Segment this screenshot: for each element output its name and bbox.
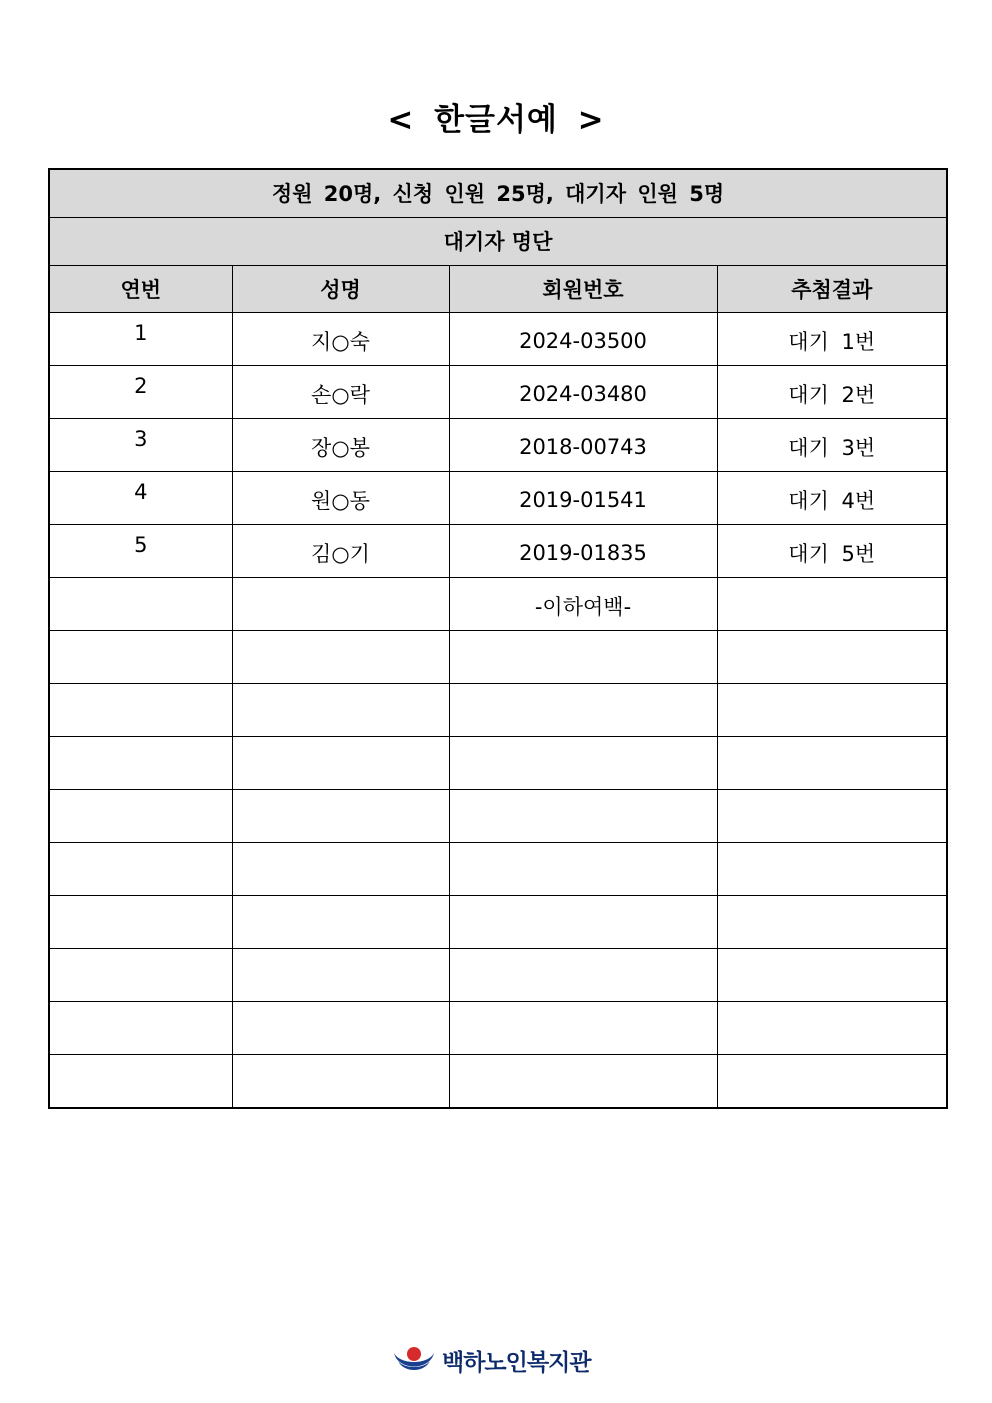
empty-row <box>49 895 947 948</box>
document-title: < 한글서예 > <box>387 102 605 138</box>
row-name: 지○숙 <box>232 312 449 365</box>
empty-row <box>49 1054 947 1108</box>
row-no: 3 <box>49 418 232 471</box>
table-row <box>49 471 947 524</box>
end-marker: -이하여백- <box>449 577 717 630</box>
empty-row <box>49 1001 947 1054</box>
row-member-id: 2024-03500 <box>449 312 717 365</box>
column-header-name: 성명 <box>232 265 449 312</box>
column-header-member-id: 회원번호 <box>449 265 717 312</box>
table-row <box>49 365 947 418</box>
row-no: 4 <box>49 471 232 524</box>
empty-row <box>49 948 947 1001</box>
empty-row <box>49 630 947 683</box>
row-name: 손○락 <box>232 365 449 418</box>
table-row <box>49 524 947 577</box>
row-result: 대기 4번 <box>717 471 947 524</box>
organization-logo <box>392 1340 602 1380</box>
table-row <box>49 418 947 471</box>
empty-row <box>49 789 947 842</box>
row-member-id: 2024-03480 <box>449 365 717 418</box>
row-member-id: 2019-01835 <box>449 524 717 577</box>
row-name: 김○기 <box>232 524 449 577</box>
row-result: 대기 5번 <box>717 524 947 577</box>
waitlist-subtitle: 대기자 명단 <box>49 217 947 265</box>
table-row <box>49 577 947 630</box>
subtitle-row <box>49 217 947 265</box>
empty-row <box>49 842 947 895</box>
empty-row <box>49 683 947 736</box>
table-row <box>49 312 947 365</box>
row-result: 대기 2번 <box>717 365 947 418</box>
row-member-id: 2018-00743 <box>449 418 717 471</box>
column-header-result: 추첨결과 <box>717 265 947 312</box>
row-no: 2 <box>49 365 232 418</box>
column-header-row <box>49 265 947 312</box>
column-header-no: 연번 <box>49 265 232 312</box>
summary-row <box>49 169 947 217</box>
row-name: 장○봉 <box>232 418 449 471</box>
row-name: 원○동 <box>232 471 449 524</box>
sun-emblem-icon <box>392 1343 436 1377</box>
row-result: 대기 1번 <box>717 312 947 365</box>
empty-row <box>49 736 947 789</box>
waitlist-table <box>48 168 948 1109</box>
row-no: 5 <box>49 524 232 577</box>
row-no: 1 <box>49 312 232 365</box>
organization-name: 백하노인복지관 <box>442 1348 591 1376</box>
row-result: 대기 3번 <box>717 418 947 471</box>
row-member-id: 2019-01541 <box>449 471 717 524</box>
enrollment-summary: 정원 20명, 신청 인원 25명, 대기자 인원 5명 <box>49 169 947 217</box>
